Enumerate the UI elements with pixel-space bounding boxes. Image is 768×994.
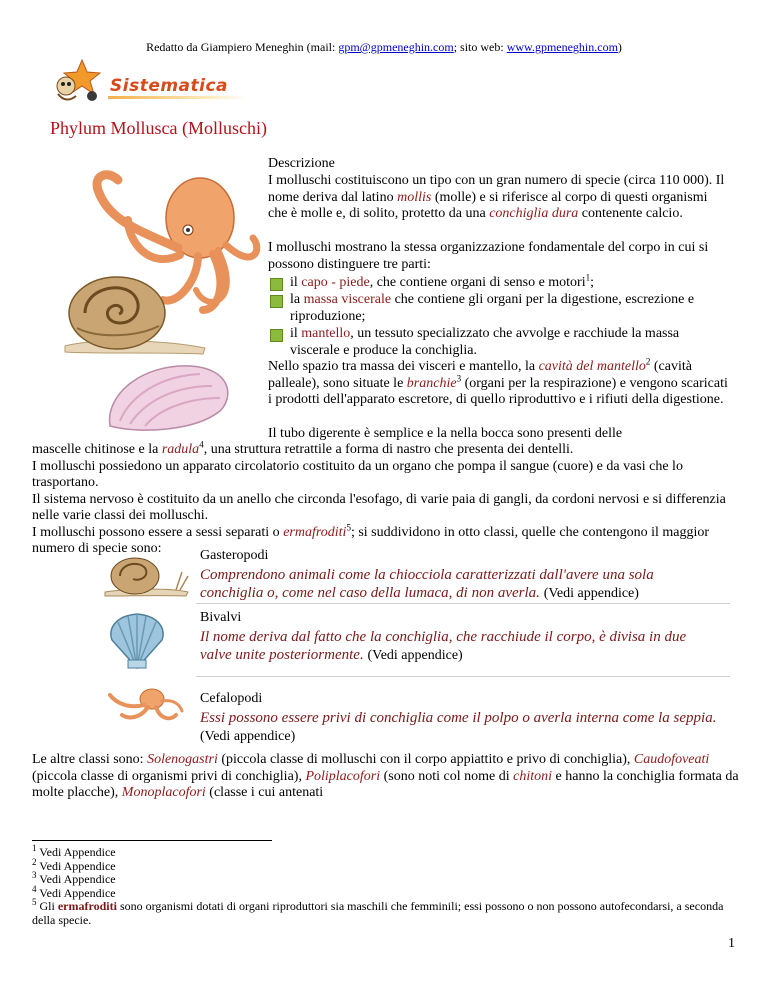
class-name: Gasteropodi bbox=[200, 548, 269, 563]
email-link[interactable]: gpm@gpmeneghin.com bbox=[338, 40, 454, 54]
descrizione-p1: I molluschi costituiscono un tipo con un gran numero di specie (circa 110 000). Il nome deriva dal latino mollis (molle) e si riferisce al corpo di questi organismi che è molle e, di solito, protetto da una conchiglia dura contenente calcio. bbox=[268, 173, 725, 221]
class-description: Essi possono essere privi di conchiglia come il polpo o averla interna come la seppia. (Vedi appendice) bbox=[200, 710, 717, 744]
footnote: $^5$ Gli ermafroditi sono organismi dotati di organi riproduttori sia maschili che femminili; essi possono o non possono autofecondarsi, a seconda della specie. bbox=[32, 897, 724, 927]
class-name: Cefalopodi bbox=[200, 691, 263, 706]
descrizione-heading: Descrizione bbox=[268, 156, 335, 171]
descrizione-p7: I molluschi possono essere a sessi separati o ermafroditi$^5$; si suddividono in otto classi, quelle che contengono il maggior numero di specie sono: bbox=[32, 521, 710, 556]
snail-shell-icon bbox=[55, 268, 215, 358]
classes-list bbox=[60, 548, 730, 752]
class-description: Comprendono animali come la chiocciola caratterizzati dall'avere una sola conchiglia o, come nel caso della lumaca, di non averla. (Vedi appendice) bbox=[200, 567, 654, 601]
class-name: Bivalvi bbox=[200, 610, 242, 625]
class-item-bivalvi bbox=[60, 604, 730, 676]
descrizione-p6: Il sistema nervoso è costituito da un anello che circonda l'esofago, di varie paia di gangli, da cordoni nervosi e si differenzia nelle varie classi dei molluschi. bbox=[32, 491, 726, 523]
descrizione-p3: Nello spazio tra massa dei visceri e mantello, la cavità del mantello$^2$ (cavità palleale), sono situate le branchie$^3$ (organi per la respirazione) e vengono scaricati i prodotti dell'apparato escretore, di quello riproduttivo e i rifiuti della digestione. bbox=[268, 356, 728, 407]
razor-clam-icon bbox=[100, 356, 240, 436]
logo-text: Sistematica bbox=[110, 76, 229, 96]
scallop-icon bbox=[104, 610, 170, 670]
website-link[interactable]: www.gpmeneghin.com bbox=[506, 40, 618, 54]
footnotes bbox=[32, 843, 742, 927]
logo-underline bbox=[108, 96, 248, 99]
descrizione-p5: I molluschi possiedono un apparato circolatorio costituito da un organo che pompa il sangue (cuore) e da vasi che lo trasportano. bbox=[32, 458, 683, 490]
list-item: il capo - piede, che contiene organi di senso e motori$^1$; bbox=[268, 275, 728, 292]
class-item-cefalopodi bbox=[60, 677, 730, 752]
body-parts-list bbox=[268, 272, 728, 360]
footnote: $^4$ Vedi Appendice bbox=[32, 883, 116, 900]
snail-icon bbox=[100, 552, 190, 598]
sistematica-logo bbox=[52, 56, 262, 106]
footnote: $^3$ Vedi Appendice bbox=[32, 870, 116, 886]
page-number: 1 bbox=[728, 936, 735, 951]
list-item: la massa viscerale che contiene gli organi per la digestione, escrezione e riproduzione; bbox=[268, 292, 728, 326]
logo-mascot-icon bbox=[52, 56, 108, 106]
footnote: $^1$ Vedi Appendice bbox=[32, 843, 116, 859]
bullet-square-icon bbox=[270, 295, 283, 308]
descrizione-p4a: Il tubo digerente è semplice e la nella bocca sono presenti delle bbox=[268, 426, 623, 441]
descrizione-p2: I molluschi mostrano la stessa organizzazione fondamentale del corpo in cui si possono distinguere tre parti: bbox=[268, 240, 709, 272]
page-header: Redatto da Giampiero Meneghin (mail: gpm@gpmeneghin.com; sito web: www.gpmeneghin.com) bbox=[146, 40, 622, 54]
altre-classi-paragraph: Le altre classi sono: Solenogastri (piccola classe di molluschi con il corpo appiattito e privo di conchiglia), Caudofoveati (piccola classe di organismi privi di conchiglia), Poliplacofori (sono noti col nome di chitoni e hanno la conchiglia formata da molte placche), Monoplacofori (classe i cui antenati bbox=[32, 752, 739, 800]
small-octopus-icon bbox=[104, 685, 184, 725]
bullet-square-icon bbox=[270, 329, 283, 342]
bullet-square-icon bbox=[270, 278, 283, 291]
footnote-separator bbox=[32, 840, 272, 841]
descrizione-p4b: mascelle chitinose e la radula$^4$, una struttura retrattile a forma di nastro che presenta dei dentelli. bbox=[32, 439, 574, 457]
footnote: $^2$ Vedi Appendice bbox=[32, 856, 116, 873]
class-item-gasteropodi bbox=[60, 548, 730, 603]
class-description: Il nome deriva dal fatto che la conchiglia, che racchiude il corpo, è divisa in due valve unite posteriormente. (Vedi appendice) bbox=[200, 629, 687, 663]
list-item: il mantello, un tessuto specializzato che avvolge e racchiude la massa viscerale e produce la conchiglia. bbox=[268, 326, 728, 360]
full-width-text bbox=[32, 439, 742, 558]
page-title: Phylum Mollusca (Molluschi) bbox=[50, 118, 267, 138]
